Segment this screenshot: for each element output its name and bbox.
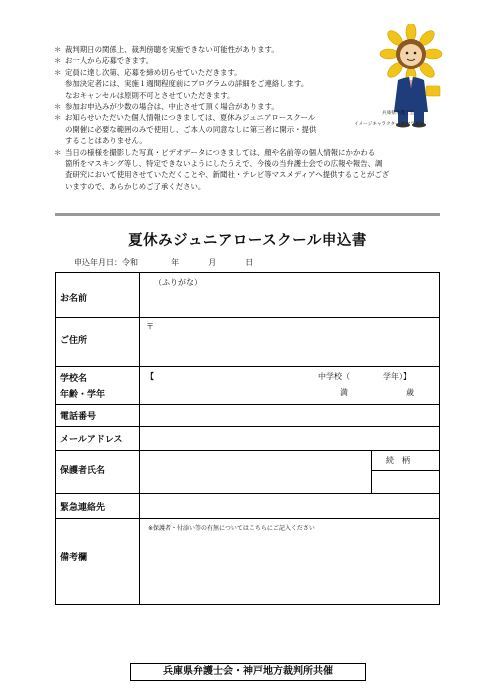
label-column-divider [139,273,140,604]
email-label: メールアドレス [60,435,123,445]
remarks-note: ※保護者・付添い等の有無についてはこちらにご記入ください [148,525,315,532]
note-asterisk: ＊ [54,147,62,157]
note-asterisk: ＊ [54,102,62,112]
phone-label: 電話番号 [60,412,97,422]
note-text-line: の開催に必要な範囲のみで使用し、ご本人の同意なしに第三者に開示・提供 [65,124,317,134]
date-year-label: 年 [171,258,180,267]
application-form-table [55,272,440,605]
remarks-label: 備考欄 [60,553,88,563]
note-item [54,147,444,193]
note-text-line: いますので、あらかじめご了承ください。 [65,181,206,191]
note-asterisk: ＊ [54,67,62,77]
note-text-line: 当日の様様を撮影した写真・ビデオデータにつきましては、顔や名前等の個人情報にかかわる [65,147,376,157]
co-host-footer: 兵庫県弁護士会・神戸地方裁判所共催 [130,663,366,681]
mascot-character-label: イメージキャラクター ヒマワリン [354,122,425,127]
note-text-line: 査研究において使用させていただくことや、新聞社・テレビ等マスメディアへ提供することがござ [65,170,390,180]
note-text-line: 箇所をマスキング等し、特定できないようにしたうえで、今後の当弁護士会での広報や報告、調 [65,159,383,169]
middle-school-text: 中学校（ [318,372,350,381]
guardian-name-label: 保護者氏名 [60,466,106,476]
note-text-line: お一人から応募できます。 [65,56,154,66]
note-text-line: 参加お申込みが少数の場合は、中止させて頂く場合があります。 [65,102,279,112]
address-label: ご住所 [60,336,88,346]
furigana-label: （ふりがな） [154,278,202,287]
note-text-line: 定員に達し次第、応募を締め切らせていただきます。 [65,67,242,77]
date-label: 申込年月日：令和 [74,258,138,267]
postal-mark: 〒 [146,322,154,331]
name-label: お名前 [60,294,88,304]
note-text-line: することはありません。 [65,136,147,146]
note-text-line: なおキャンセルは原則不可とさせていただきます。 [65,90,235,100]
school-bracket-open: 【 [146,372,154,381]
note-text-line: 参加決定者には、実施１週間程度前にプログラムの詳細をご連絡します。 [65,79,309,89]
note-asterisk: ＊ [54,113,62,123]
note-text-line: お知らせいただいた個人情報につきましては、夏休みジュニアロースクール [65,113,316,123]
age-grade-label: 年齢・学年 [60,390,106,400]
form-title: 夏休みジュニアロースクール申込書 [128,233,367,249]
section-divider [55,213,440,216]
note-asterisk: ＊ [54,56,62,66]
grade-text: 学年）】 [383,372,411,381]
application-date [74,257,253,268]
mascot-org-label: 兵庫県弁護士会 [382,111,415,116]
note-asterisk: ＊ [54,45,62,54]
emergency-contact-label: 緊急連絡先 [60,503,106,513]
note-text-line: 裁判期日の関係上、裁判傍聴を実施できない可能性があります。 [65,45,279,54]
date-day-label: 日 [245,258,254,267]
school-label: 学校名 [60,374,88,384]
relation-label: 続 柄 [386,456,410,465]
date-month-label: 月 [208,258,217,267]
age-sai-text: 歳 [406,388,414,397]
age-man-text: 満 [340,388,348,397]
